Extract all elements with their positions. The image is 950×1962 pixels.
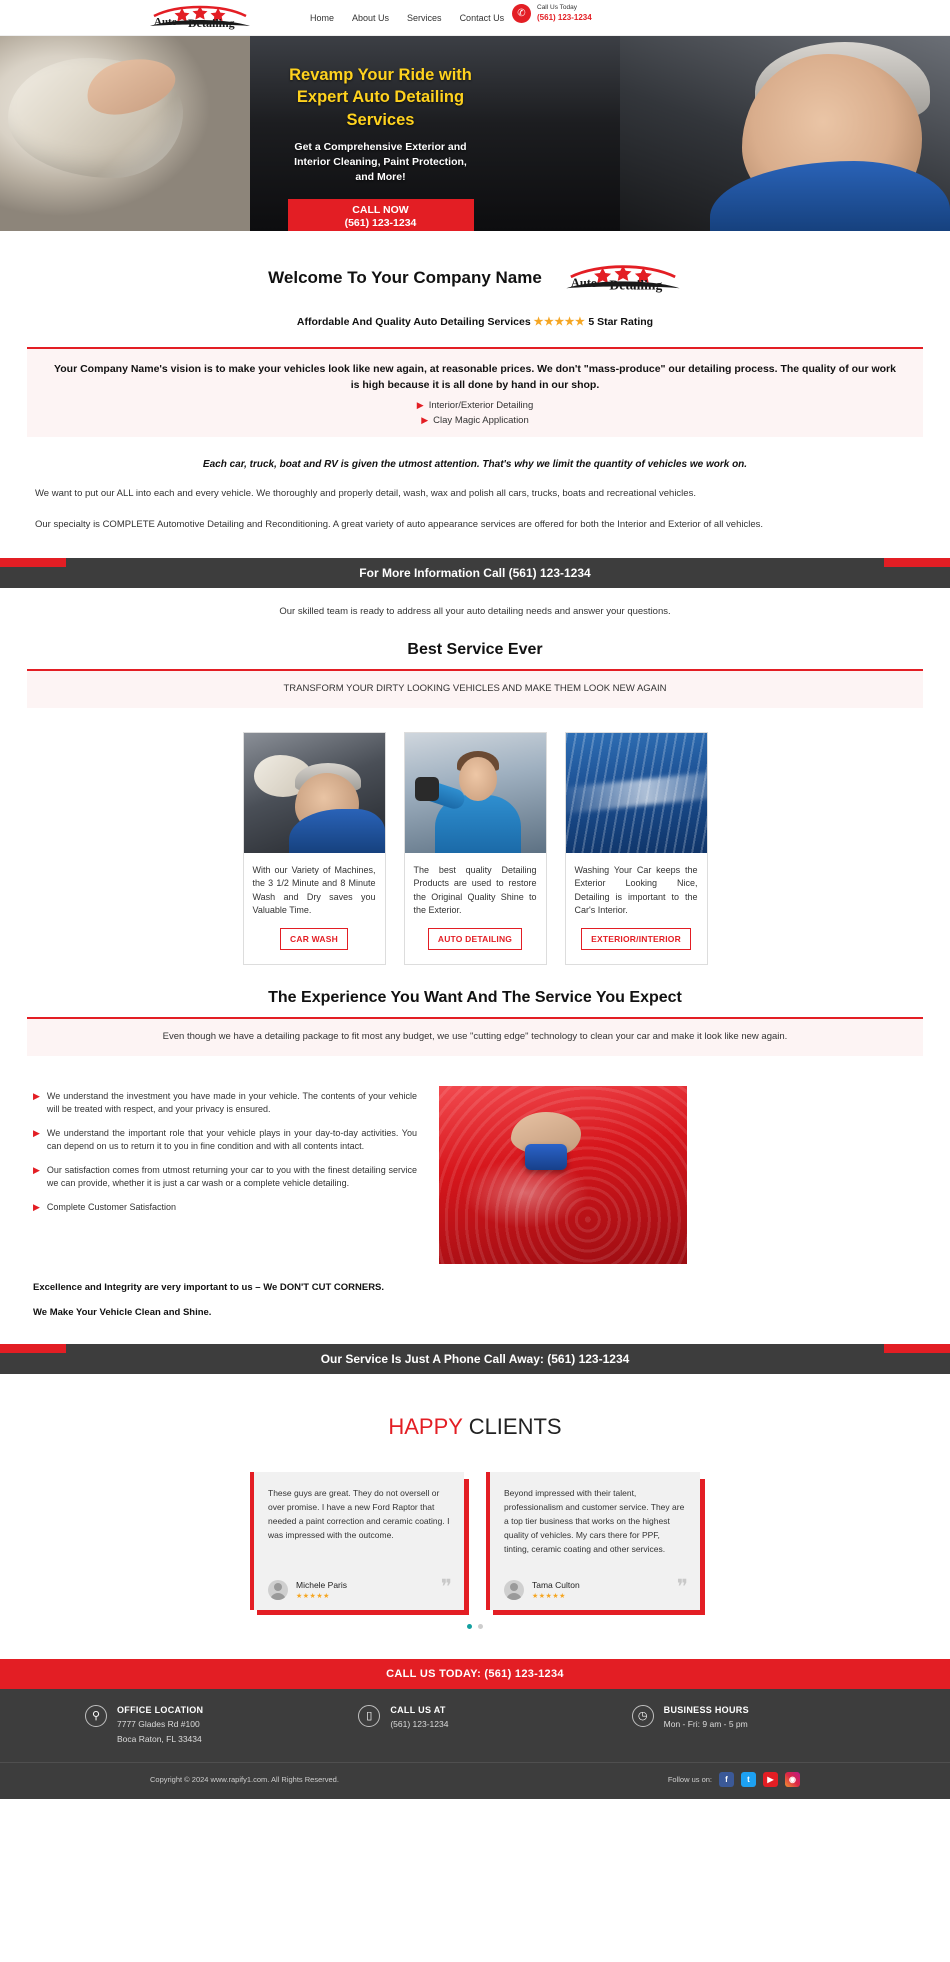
cta-bar[interactable] <box>0 1659 950 1689</box>
rating-line <box>0 315 950 328</box>
service-card-image <box>566 733 707 853</box>
vision-list-item <box>53 413 897 429</box>
hero-banner <box>0 36 950 231</box>
phone-call-bar <box>0 1344 950 1374</box>
welcome-title: Welcome To Your Company Name <box>268 268 542 287</box>
welcome-paragraph-2: Our specialty is COMPLETE Automotive Detailing and Reconditioning. A great variety of auto appearance services are offered for both the Interior and Exterior of all vehicles. <box>35 519 764 531</box>
call-us-phone[interactable]: (561) 123-1234 <box>537 12 592 22</box>
info-call-bar-text: For More Information Call (561) 123-1234 <box>359 566 591 581</box>
site-footer <box>0 1689 950 1800</box>
arrow-icon: ▶ <box>33 1201 40 1212</box>
experience-point-text: We understand the investment you have made in your vehicle. The contents of your vehicle will be treated with respect, and your privacy is ensured. <box>46 1090 417 1115</box>
nav-item-about-us[interactable]: About Us <box>352 12 390 23</box>
footer-column-title: OFFICE LOCATION <box>117 1704 204 1715</box>
nav-item-home[interactable]: Home <box>310 12 335 23</box>
hero-content <box>283 36 478 231</box>
hero-call-now-button[interactable] <box>288 199 474 231</box>
services-band: TRANSFORM YOUR DIRTY LOOKING VEHICLES AND MAKE THEM LOOK NEW AGAIN <box>27 669 923 708</box>
main-nav <box>310 13 504 23</box>
social-links <box>668 1772 800 1787</box>
service-card-text: With our Variety of Machines, the 3 1/2 Minute and 8 Minute Wash and Dry saves you Valuable Time. <box>252 864 376 916</box>
twitter-icon[interactable]: t <box>741 1772 756 1787</box>
footer-call-us <box>358 1705 591 1747</box>
experience-point <box>33 1164 417 1191</box>
testimonial-list <box>27 1472 923 1610</box>
hero-image-right <box>620 36 950 231</box>
hero-button-line2: (561) 123-1234 <box>344 217 417 230</box>
experience-points <box>27 1086 417 1225</box>
experience-point <box>33 1127 417 1154</box>
rating-text: Affordable And Quality Auto Detailing Services <box>296 316 531 328</box>
rating-label: 5 Star Rating <box>588 316 654 328</box>
experience-point-text: Complete Customer Satisfaction <box>46 1201 176 1212</box>
cta-bar-text: CALL US TODAY: (561) 123-1234 <box>386 1667 564 1680</box>
service-card[interactable] <box>243 732 386 965</box>
testimonial-card <box>250 1472 464 1610</box>
bar-accent-right <box>884 1344 950 1353</box>
exterior-interior-button[interactable]: EXTERIOR/INTERIOR <box>581 928 691 950</box>
arrow-icon: ▶ <box>33 1127 40 1138</box>
phone-call-bar-text: Our Service Is Just A Phone Call Away: (561) 123-1234 <box>320 1351 630 1366</box>
hero-image-left <box>0 36 285 231</box>
call-us-label: Call Us Today <box>537 4 577 12</box>
vision-list-item <box>53 398 897 414</box>
service-card-text: The best quality Detailing Products are used to restore the Original Quality Shine to the Exterior. <box>413 864 537 916</box>
arrow-icon: ▶ <box>421 415 429 426</box>
vision-text: Your Company Name's vision is to make your vehicles look like new again, at reasonable prices. We don't "mass-produce" our detailing process. The quality of our work is high because it is all done by hand in our shop. <box>54 363 896 392</box>
mobile-phone-icon: ▯ <box>358 1705 380 1727</box>
testimonial-stars: ★★★★★ <box>532 1592 566 1600</box>
bar-accent-left <box>0 558 66 567</box>
shoulder-shape <box>710 161 950 231</box>
carousel-dot-1[interactable] <box>467 1624 472 1629</box>
footer-bottom <box>0 1762 950 1799</box>
experience-point-text: Our satisfaction comes from utmost returning your car to you with the finest detailing service we can provide, whether it is just a car wash or a complete vehicle detailing. <box>46 1164 417 1189</box>
instagram-icon[interactable]: ◉ <box>785 1772 800 1787</box>
phone-icon: ✆ <box>512 4 531 23</box>
quote-icon: ❞ <box>440 1574 452 1599</box>
bar-accent-left <box>0 1344 66 1353</box>
svg-text:Auto: Auto <box>570 276 597 291</box>
arrow-icon: ▶ <box>33 1164 40 1175</box>
clock-icon: ◷ <box>632 1705 654 1727</box>
service-card-image <box>244 733 385 853</box>
arrow-icon: ▶ <box>33 1090 40 1101</box>
services-note: Our skilled team is ready to address all your auto detailing needs and answer your questions. <box>279 606 671 618</box>
info-call-bar <box>0 558 950 588</box>
welcome-logo-icon <box>564 261 682 295</box>
svg-text:Detailing: Detailing <box>609 277 663 293</box>
follow-us-label: Follow us on: <box>667 1775 712 1785</box>
logo-icon <box>148 2 252 32</box>
welcome-italic-line: Each car, truck, boat and RV is given the utmost attention. That's why we limit the quantity of vehicles we work on. <box>202 458 748 470</box>
experience-row <box>27 1086 923 1264</box>
welcome-section <box>0 231 950 338</box>
rating-stars: ★★★★★ <box>533 316 586 328</box>
experience-band: Even though we have a detailing package to fit most any budget, we use "cutting edge" technology to clean your car and make it look like new again. <box>27 1017 923 1056</box>
service-card[interactable] <box>565 732 708 965</box>
testimonial-stars: ★★★★★ <box>296 1592 330 1600</box>
welcome-paragraph-1: We want to put our ALL into each and every vehicle. We thoroughly and properly detail, wash, wax and polish all cars, trucks, boats and recreational vehicles. <box>35 487 696 499</box>
experience-heading: The Experience You Want And The Service You Expect <box>268 988 682 1006</box>
site-header <box>0 0 950 36</box>
car-wash-button[interactable]: CAR WASH <box>280 928 348 950</box>
experience-point-text: We understand the important role that your vehicle plays in your day-to-day activities. You can depend on us to return it to you in fine condition and with all contents intact. <box>46 1127 417 1152</box>
experience-note-2: We Make Your Vehicle Clean and Shine. <box>33 1306 212 1318</box>
svg-text:Detailing: Detailing <box>188 16 235 30</box>
vision-list-label: Interior/Exterior Detailing <box>428 399 534 411</box>
service-card-image <box>405 733 546 853</box>
service-card[interactable] <box>404 732 547 965</box>
testimonials-title <box>27 1414 923 1440</box>
nav-item-services[interactable]: Services <box>407 12 442 23</box>
footer-office-location <box>85 1705 318 1747</box>
service-card-text: Washing Your Car keeps the Exterior Looking Nice, Detailing is important to the Car's Interior. <box>574 864 698 916</box>
testimonial-name: Tama Culton <box>532 1579 580 1590</box>
footer-column-line1[interactable]: (561) 123-1234 <box>390 1718 449 1729</box>
testimonials-title-red: HAPPY <box>388 1413 463 1439</box>
hero-subheading: Get a Comprehensive Exterior and Interior Cleaning, Paint Protection, and More! <box>294 140 467 184</box>
youtube-icon[interactable]: ▶ <box>763 1772 778 1787</box>
auto-detailing-button[interactable]: AUTO DETAILING <box>428 928 522 950</box>
testimonial-name: Michele Paris <box>296 1579 348 1590</box>
carousel-dot-2[interactable] <box>478 1624 483 1629</box>
vision-list-label: Clay Magic Application <box>433 415 529 427</box>
site-logo[interactable] <box>148 2 252 32</box>
experience-point <box>33 1201 417 1215</box>
vision-list <box>53 398 897 429</box>
service-cards <box>27 732 923 965</box>
services-heading: Best Service Ever <box>407 641 543 659</box>
copyright-text: Copyright © 2024 www.rapify1.com. All Rights Reserved. <box>150 1775 339 1785</box>
facebook-icon[interactable]: f <box>719 1772 734 1787</box>
location-pin-icon: ⚲ <box>85 1705 107 1727</box>
avatar <box>268 1580 288 1600</box>
experience-point <box>33 1090 417 1117</box>
bar-accent-right <box>884 558 950 567</box>
vision-box <box>27 347 923 437</box>
hero-button-line1: CALL NOW <box>352 204 409 217</box>
footer-business-hours <box>632 1705 865 1747</box>
testimonials-title-black: CLIENTS <box>468 1413 562 1439</box>
avatar <box>504 1580 524 1600</box>
carousel-dots <box>27 1624 923 1629</box>
footer-column-line1: 7777 Glades Rd #100 <box>117 1718 200 1729</box>
testimonial-text: Beyond impressed with their talent, professionalism and customer service. They are a top tier business that works on the highest quality of vehicles. My cars there for PPF, tinting, ceramic coating and other services. <box>504 1487 685 1554</box>
hero-heading: Revamp Your Ride with Expert Auto Detailing Services <box>289 66 472 129</box>
nav-item-contact-us[interactable]: Contact Us <box>459 12 505 23</box>
experience-image <box>439 1086 687 1264</box>
svg-text:Auto: Auto <box>154 16 178 28</box>
arrow-icon: ▶ <box>416 399 424 410</box>
header-call-block[interactable] <box>512 4 592 23</box>
footer-column-title: CALL US AT <box>390 1704 446 1715</box>
testimonial-text: These guys are great. They do not oversell or over promise. I have a new Ford Raptor that needed a paint correction and ceramic coating. I was impressed with the outcome. <box>268 1487 450 1540</box>
footer-column-title: BUSINESS HOURS <box>663 1704 749 1715</box>
testimonial-card <box>486 1472 700 1610</box>
experience-note-1: Excellence and Integrity are very important to us – We DON'T CUT CORNERS. <box>33 1281 385 1293</box>
footer-column-line2: Boca Raton, FL 33434 <box>117 1734 202 1745</box>
footer-column-line1: Mon - Fri: 9 am - 5 pm <box>663 1718 748 1729</box>
quote-icon: ❞ <box>676 1574 688 1599</box>
